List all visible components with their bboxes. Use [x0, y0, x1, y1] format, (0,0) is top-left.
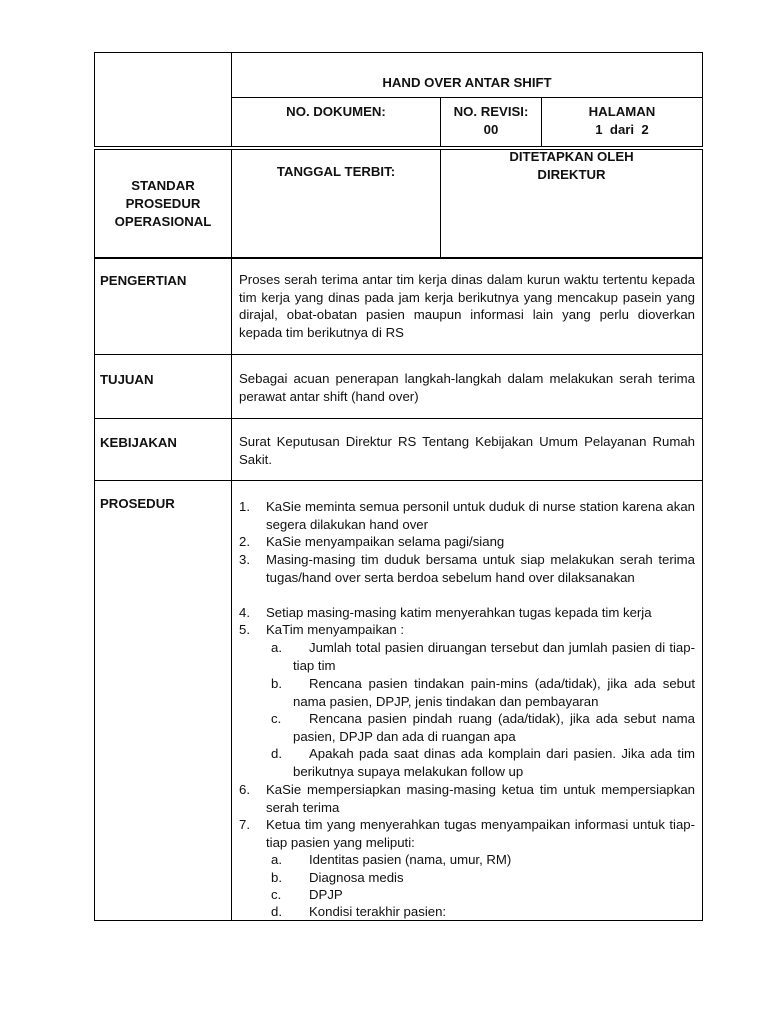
row-divider-3	[94, 480, 703, 481]
tujuan-label: TUJUAN	[100, 372, 154, 387]
prosedur-sub-5d-letter: d.	[271, 746, 282, 761]
halaman-value: 1 dari 2	[595, 122, 649, 137]
header-divider-left	[231, 52, 232, 147]
prosedur-step-4: Setiap masing-masing katim menyerahkan tugas kepada tim kerja	[266, 605, 652, 620]
prosedur-sub-5a-letter: a.	[271, 640, 282, 655]
prosedur-sub-5d: Apakah pada saat dinas ada komplain dari pasien. Jika ada tim berikutnya supaya melakukan follow up	[293, 746, 695, 779]
prosedur-step-2: KaSie menyampaikan selama pagi/siang	[266, 534, 505, 549]
ditetapkan-line2: DIREKTUR	[537, 167, 606, 182]
document-title: HAND OVER ANTAR SHIFT	[382, 75, 552, 90]
tanggal-terbit-label: TANGGAL TERBIT:	[276, 164, 396, 179]
prosedur-num-1: 1.	[239, 499, 250, 514]
prosedur-sub-7d: Kondisi terakhir pasien:	[309, 904, 447, 919]
no-dokumen-label: NO. DOKUMEN:	[286, 104, 386, 119]
row-divider-1	[94, 354, 703, 355]
sop-label-line1: STANDAR	[131, 178, 195, 193]
prosedur-sub-5a: Jumlah total pasien diruangan tersebut dan jumlah pasien di tiap-tiap tim	[293, 640, 695, 673]
prosedur-step-7: Ketua tim yang menyerahkan tugas menyampaikan informasi untuk tiap-tiap pasien yang meliputi:	[266, 817, 695, 850]
no-revisi-label: NO. REVISI:	[453, 104, 529, 119]
prosedur-step-1: KaSie meminta semua personil untuk duduk di nurse station karena akan segera dilakukan hand over	[266, 499, 695, 532]
no-revisi-value: 00	[483, 122, 499, 137]
prosedur-num-5: 5.	[239, 622, 250, 637]
prosedur-step-5: KaTim menyampaikan :	[266, 622, 405, 637]
prosedur-num-6: 6.	[239, 782, 250, 797]
prosedur-sub-5c-letter: c.	[271, 711, 282, 726]
kebijakan-text: Surat Keputusan Direktur RS Tentang Kebijakan Umum Pelayanan Rumah Sakit.	[239, 434, 695, 467]
prosedur-sub-7c-letter: c.	[271, 887, 282, 902]
sop-label-line2: PROSEDUR	[125, 196, 201, 211]
prosedur-num-3: 3.	[239, 552, 250, 567]
sop-label-line3: OPERASIONAL	[114, 214, 212, 229]
pengertian-label: PENGERTIAN	[100, 273, 187, 288]
halaman-label: HALAMAN	[588, 104, 656, 119]
prosedur-sub-7b-letter: b.	[271, 870, 282, 885]
pengertian-text: Proses serah terima antar tim kerja dinas dalam kurun waktu tertentu kepada tim kerja yang dinas pada jam kerja berikutnya yang mencakup pasein yang dirajal, obat-obatan pasien maupun informasi lain yang perlu dioverkan kepada tim berikutnya di RS	[239, 272, 695, 341]
prosedur-sub-5b-letter: b.	[271, 676, 282, 691]
prosedur-sub-7d-letter: d.	[271, 904, 282, 919]
prosedur-sub-7b: Diagnosa medis	[309, 870, 404, 885]
prosedur-step-3: Masing-masing tim duduk bersama untuk siap melakukan serah terima tugas/hand over serta berdoa sebelum hand over dilaksanakan	[266, 552, 695, 585]
header-divider-title	[231, 97, 703, 98]
prosedur-label: PROSEDUR	[100, 496, 175, 511]
prosedur-sub-7a-letter: a.	[271, 852, 282, 867]
ditetapkan-line1: DITETAPKAN OLEH	[509, 149, 634, 164]
kebijakan-label: KEBIJAKAN	[100, 435, 177, 450]
prosedur-sub-7c: DPJP	[309, 887, 343, 902]
prosedur-sub-5c: Rencana pasien pindah ruang (ada/tidak), jika ada sebut nama pasien, DPJP dan ada di ruangan apa	[293, 711, 695, 744]
prosedur-num-2: 2.	[239, 534, 250, 549]
prosedur-num-7: 7.	[239, 817, 250, 832]
row-divider-2	[94, 418, 703, 419]
body-divider	[231, 258, 232, 921]
prosedur-step-6: KaSie mempersiapkan masing-masing ketua tim untuk mempersiapkan serah terima	[266, 782, 695, 815]
prosedur-num-4: 4.	[239, 605, 250, 620]
prosedur-sub-5b: Rencana pasien tindakan pain-mins (ada/tidak), jika ada sebut nama pasien, DPJP, jenis tindakan dan pembayaran	[293, 676, 695, 709]
tujuan-text: Sebagai acuan penerapan langkah-langkah dalam melakukan serah terima perawat antar shift (hand over)	[239, 371, 695, 404]
prosedur-sub-7a: Identitas pasien (nama, umur, RM)	[309, 852, 512, 867]
